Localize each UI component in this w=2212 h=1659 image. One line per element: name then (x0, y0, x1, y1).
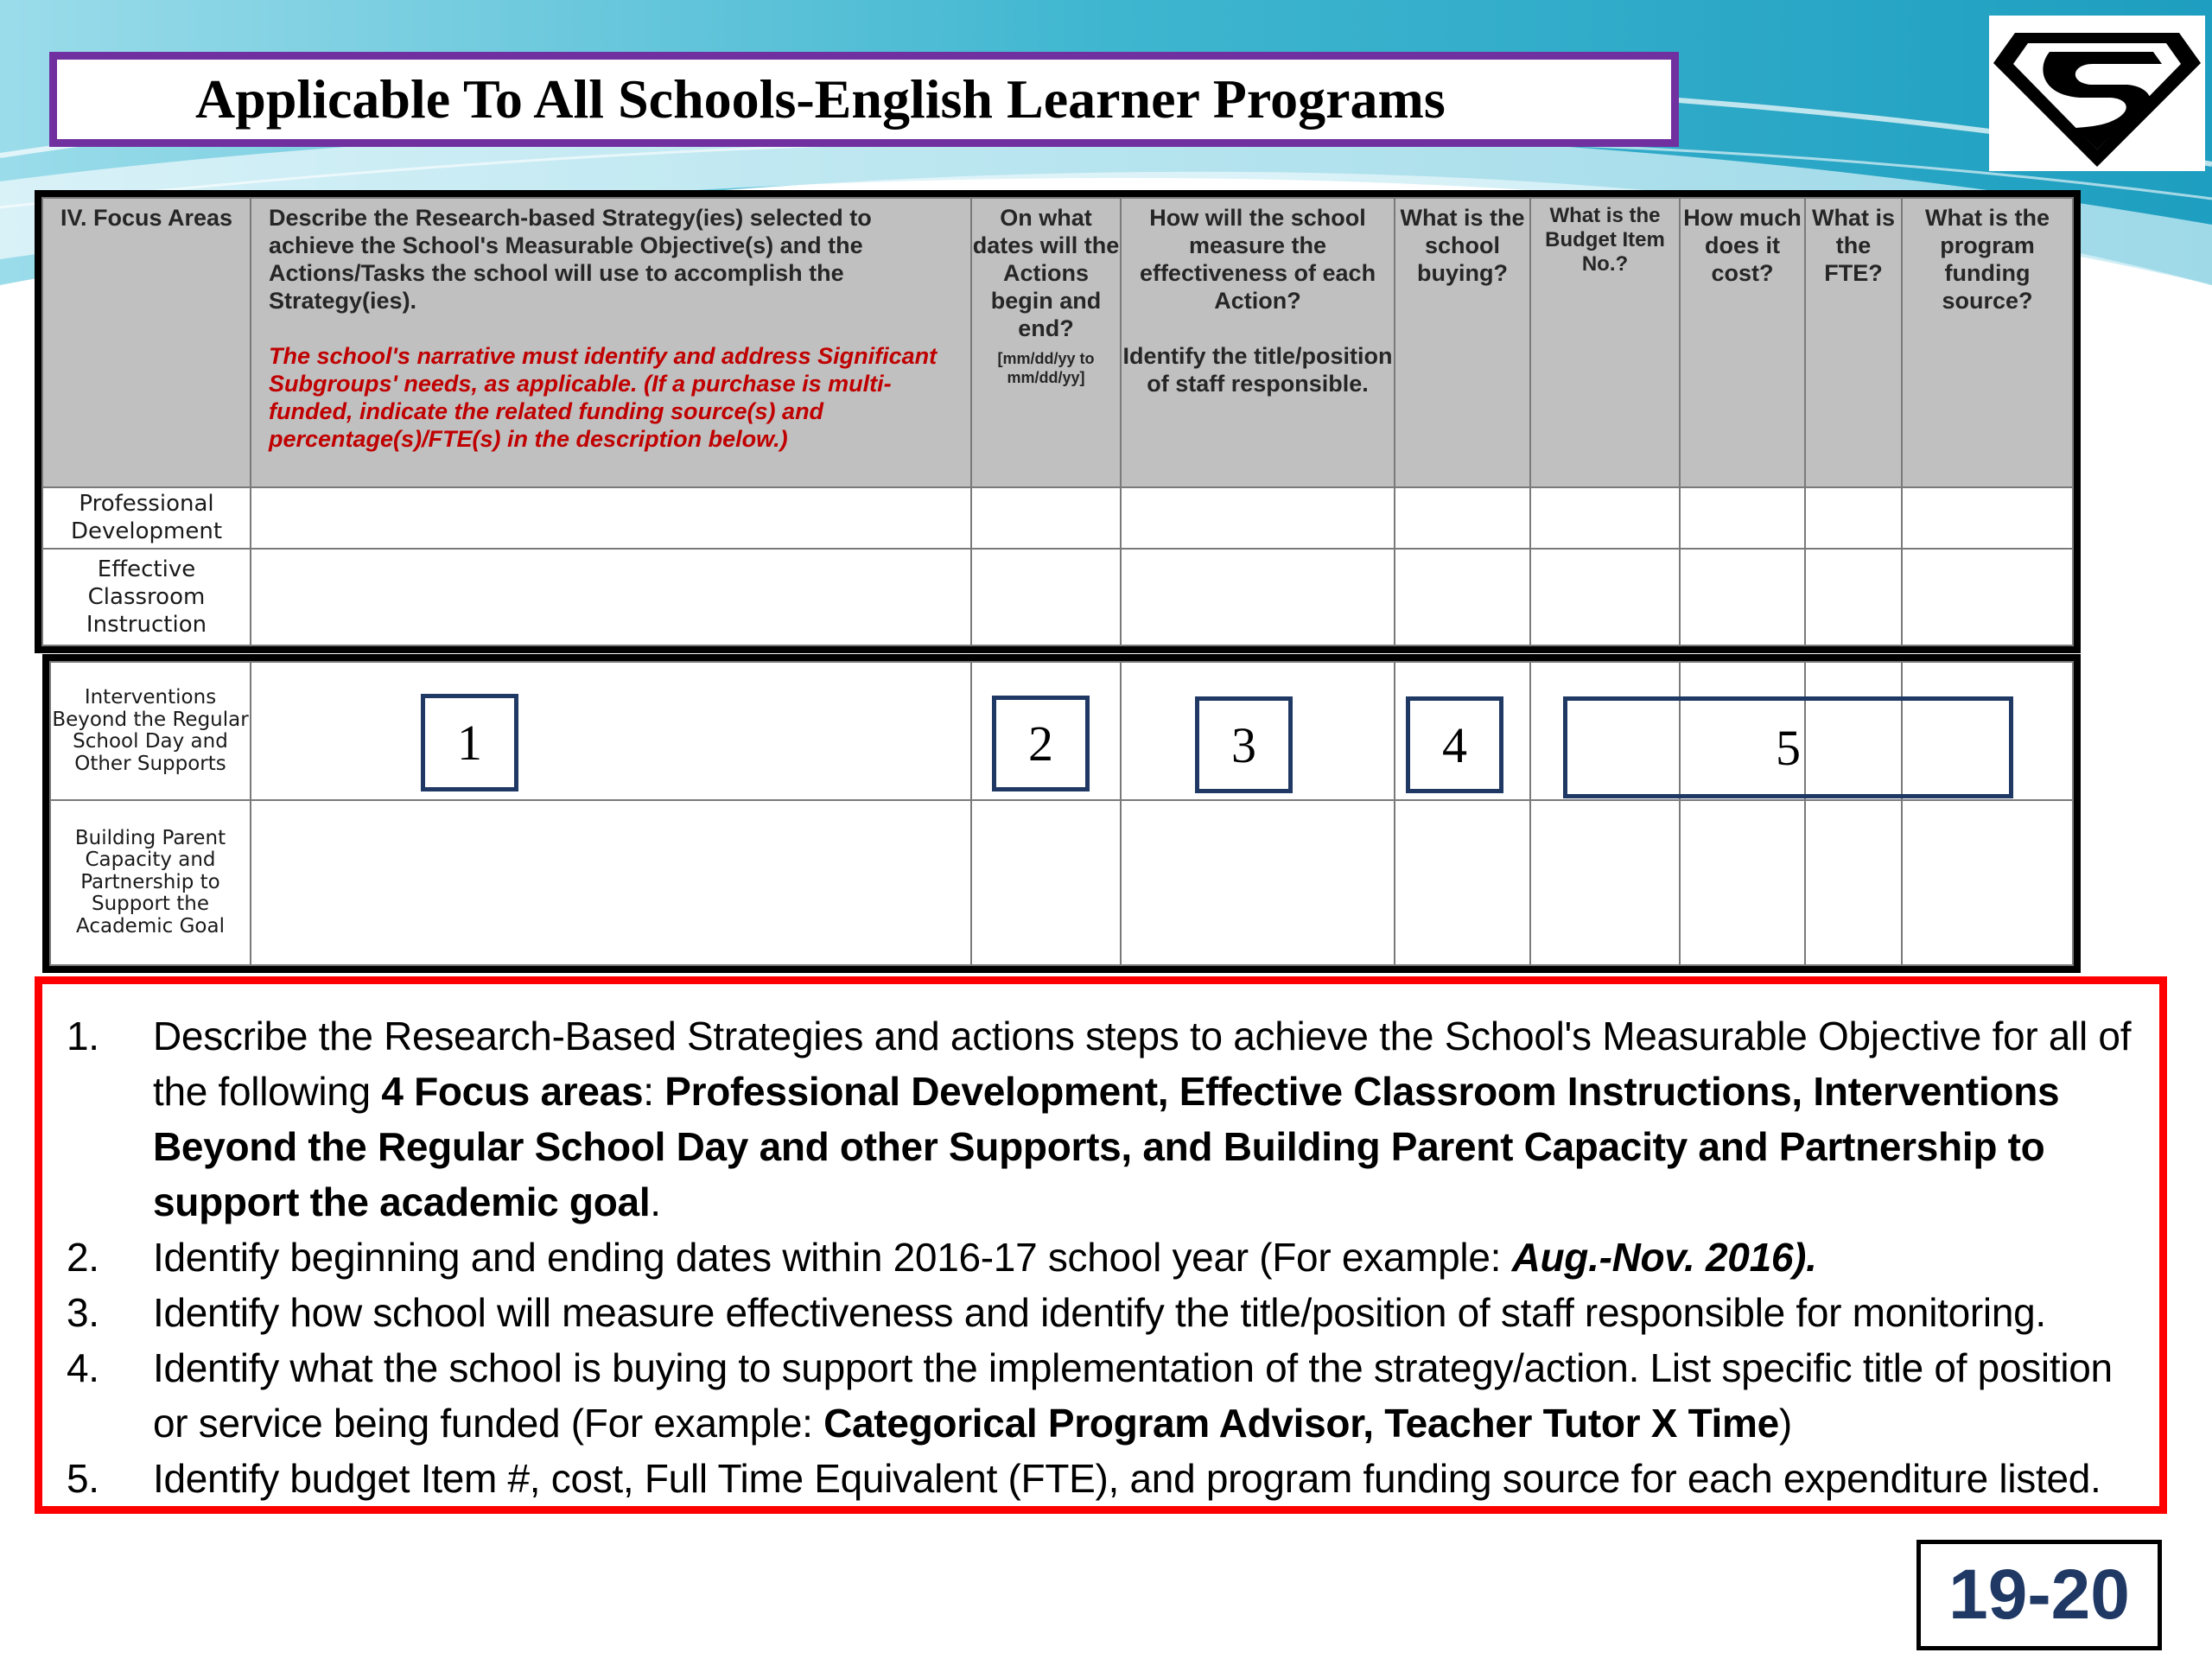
superman-shield-icon (1989, 16, 2205, 171)
focus-areas-table-top (41, 197, 2074, 646)
header-dates-text: On what dates will the Actions begin and end? (972, 205, 1120, 341)
instruction-text: Identify how school will measure effectiveness and identify the title/position of staff responsible for monitoring. (153, 1290, 2046, 1335)
instruction-text (153, 1008, 2140, 1230)
table-cell (971, 487, 1121, 549)
callout-1: 1 (421, 694, 518, 791)
instruction-item (67, 1340, 2140, 1451)
instruction-bold-part: 4 Focus areas (381, 1069, 644, 1114)
table-cell (971, 549, 1121, 645)
table-cell (1680, 549, 1805, 645)
header-measure-staff: Identify the title/position of staff responsible. (1122, 343, 1393, 397)
table-cell (1680, 800, 1805, 965)
instructions-box (35, 976, 2167, 1514)
table-cell (1805, 800, 1902, 965)
instruction-text (153, 1340, 2140, 1451)
instruction-number: 5. (67, 1456, 99, 1501)
table-cell (1680, 487, 1805, 549)
instruction-number: 2. (67, 1235, 99, 1280)
focus-area-label: Effective Classroom Instruction (42, 549, 251, 645)
instruction-text-part: . (650, 1179, 661, 1224)
table-cell (251, 487, 971, 549)
instruction-item (67, 1285, 2140, 1340)
callout-2: 2 (992, 696, 1090, 791)
header-strategy-note: The school's narrative must identify and address Significant Subgroups' needs, as applicable. (If a purchase is multi-funded, indicate the related funding source(s) and percentage(s)/FTE(s) in the description below.) (269, 343, 938, 452)
instruction-bold-part: Categorical Program Advisor, Teacher Tutor X Time (823, 1401, 1779, 1446)
table-cell (1121, 800, 1395, 965)
instruction-text-part: Identify what the school is buying to support the implementation of the strategy/action. List specific title of position or service being funded (For example: (153, 1345, 2113, 1446)
instruction-number: 3. (67, 1290, 99, 1335)
header-measure (1121, 198, 1395, 487)
header-strategy (251, 198, 971, 487)
table-cell (971, 800, 1121, 965)
table-cell (1395, 487, 1530, 549)
table-row (50, 800, 2073, 965)
table-cell (1121, 549, 1395, 645)
table-cell (1805, 549, 1902, 645)
header-measure-text: How will the school measure the effectiveness of each Action? (1139, 205, 1376, 314)
instructions-list (67, 1008, 2140, 1506)
callout-5: 5 (1563, 696, 2013, 798)
header-strategy-text: Describe the Research-based Strategy(ies) selected to achieve the School's Measurable Objective(s) and the Actions/Tasks the school will use to accomplish the Strategy(ies). (269, 205, 872, 314)
instruction-number: 4. (67, 1345, 99, 1390)
focus-area-label: Professional Development (42, 487, 251, 549)
table-cell (1395, 800, 1530, 965)
table-cell (1530, 549, 1680, 645)
focus-area-label: Interventions Beyond the Regular School Day and Other Supports (50, 662, 251, 800)
table-cell (251, 662, 971, 800)
table-cell (1902, 800, 2073, 965)
instruction-item (67, 1008, 2140, 1230)
instruction-item (67, 1451, 2140, 1506)
header-fte: What is the FTE? (1805, 198, 1902, 487)
callout-3: 3 (1195, 696, 1293, 793)
header-budget-item: What is the Budget Item No.? (1530, 198, 1680, 487)
header-funding: What is the program funding source? (1902, 198, 2073, 487)
table-cell (1121, 487, 1395, 549)
table-cell (1902, 549, 2073, 645)
instruction-text: Identify budget Item #, cost, Full Time Equivalent (FTE), and program funding source for each expenditure listed. (153, 1456, 2101, 1501)
table-cell (1805, 487, 1902, 549)
focus-area-label: Building Parent Capacity and Partnership to Support the Academic Goal (50, 800, 251, 965)
table-row (42, 549, 2073, 645)
header-dates-format: [mm/dd/yy to mm/dd/yy] (997, 350, 1095, 386)
instruction-text (153, 1230, 2140, 1285)
table-cell (251, 800, 971, 965)
instruction-text-part: ) (1778, 1401, 1792, 1446)
table-cell (1902, 487, 2073, 549)
instruction-bold-part: Aug.-Nov. 2016). (1511, 1235, 1817, 1280)
instruction-text-part: Identify beginning and ending dates within 2016-17 school year (For example: (153, 1235, 1512, 1280)
table-cell (1530, 487, 1680, 549)
instruction-number: 1. (67, 1014, 99, 1058)
instruction-item (67, 1230, 2140, 1285)
table-cell (1530, 800, 1680, 965)
table-row (42, 487, 2073, 549)
header-cost: How much does it cost? (1680, 198, 1805, 487)
table-cell (1395, 549, 1530, 645)
instruction-text-part: Describe the Research-Based Strategies and actions steps to achieve the School's Measurable Objective for all of the following (153, 1014, 2132, 1114)
table-cell (251, 549, 971, 645)
instruction-text-part: : (643, 1069, 665, 1114)
instruction-bold-part: Professional Development, Effective Classroom Instructions, Interventions Beyond the Regular School Day and other Supports, and Building Parent Capacity and Partnership to support the academic goal (153, 1069, 2060, 1224)
slide-number: 19-20 (1916, 1540, 2162, 1650)
header-buying: What is the school buying? (1395, 198, 1530, 487)
header-dates (971, 198, 1121, 487)
header-focus-areas: IV. Focus Areas (42, 198, 251, 487)
callout-4: 4 (1406, 696, 1503, 793)
page-title: Applicable To All Schools-English Learner Programs (49, 52, 1679, 147)
